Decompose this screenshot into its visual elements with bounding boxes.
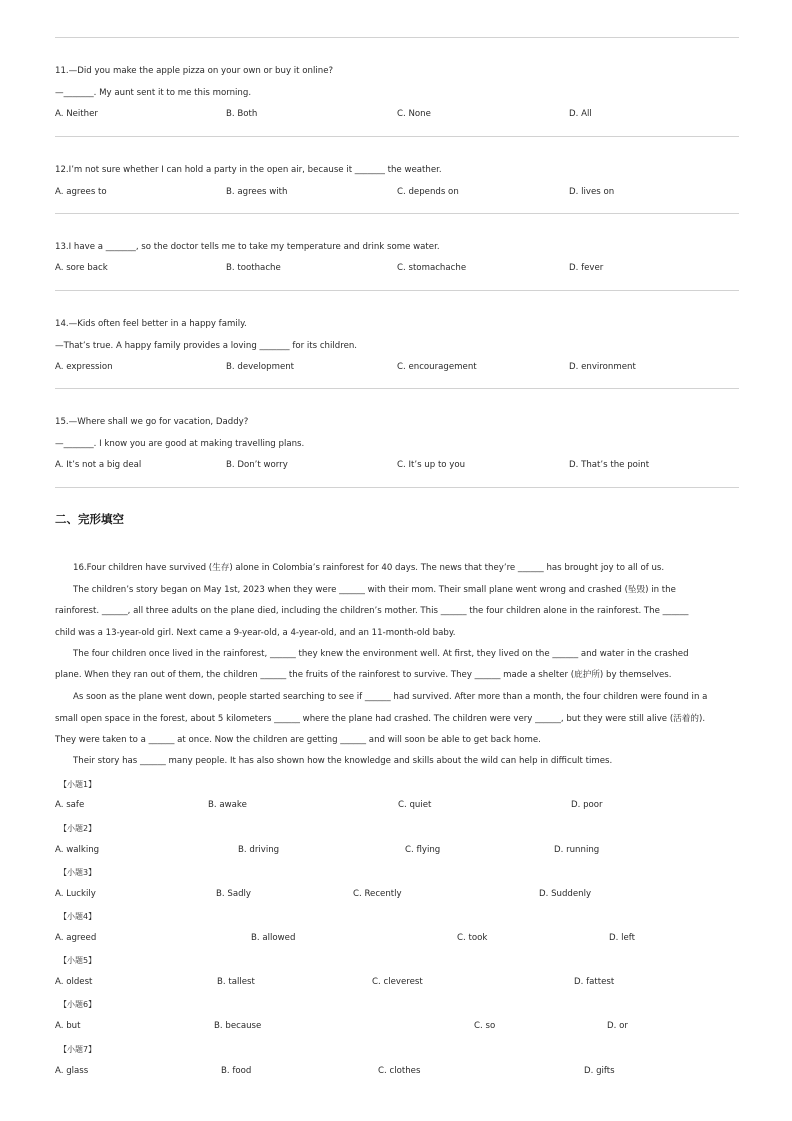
option-a[interactable]: A. agreed [55, 933, 97, 943]
passage-line: small open space in the forest, about 5 kilometers ______ where the plane had crashed. The children were very ______, but they were still alive (活着的). [55, 714, 706, 724]
option-b[interactable]: B. Sadly [216, 889, 252, 899]
question-stem: —_______. I know you are good at making travelling plans. [55, 439, 305, 449]
subquestion-label: 【小题3】 [59, 868, 97, 877]
question-stem: —_______. My aunt sent it to me this morning. [55, 88, 252, 98]
option-c[interactable]: C. so [474, 1021, 496, 1031]
option-b[interactable]: B. tallest [217, 977, 255, 987]
passage-line: Their story has ______ many people. It has also shown how the knowledge and skills about the wild can help in difficult times. [73, 756, 613, 766]
option-c[interactable]: C. flying [405, 845, 441, 855]
question-stem: 13.I have a _______, so the doctor tells me to take my temperature and drink some water. [55, 242, 440, 252]
subquestion-label: 【小题1】 [59, 780, 97, 789]
subquestion-label: 【小题2】 [59, 824, 97, 833]
divider [55, 213, 739, 214]
question-stem: —That’s true. A happy family provides a loving _______ for its children. [55, 341, 358, 351]
option-a[interactable]: A. It’s not a big deal [55, 460, 142, 470]
option-b[interactable]: B. Don’t worry [226, 460, 288, 470]
option-c[interactable]: C. stomachache [397, 263, 467, 273]
passage-line: plane. When they ran out of them, the children ______ the fruits of the rainforest to survive. They ______ made a shelter (庇护所) by themselves. [55, 670, 672, 680]
option-a[interactable]: A. glass [55, 1066, 89, 1076]
option-d[interactable]: D. All [569, 109, 592, 119]
passage-line: child was a 13-year-old girl. Next came a 9-year-old, a 4-year-old, and an 11-month-old baby. [55, 628, 456, 638]
question-stem: 14.—Kids often feel better in a happy family. [55, 319, 247, 329]
option-c[interactable]: C. encouragement [397, 362, 477, 372]
option-b[interactable]: B. toothache [226, 263, 281, 273]
option-a[interactable]: A. sore back [55, 263, 108, 273]
option-a[interactable]: A. oldest [55, 977, 93, 987]
option-d[interactable]: D. Suddenly [539, 889, 592, 899]
option-b[interactable]: B. allowed [251, 933, 296, 943]
option-d[interactable]: D. fever [569, 263, 604, 273]
subquestion-label: 【小题4】 [59, 912, 97, 921]
option-c[interactable]: C. None [397, 109, 431, 119]
divider [55, 136, 739, 137]
option-b[interactable]: B. food [221, 1066, 252, 1076]
option-c[interactable]: C. quiet [398, 800, 432, 810]
question-stem: 11.—Did you make the apple pizza on your own or buy it online? [55, 66, 334, 76]
option-b[interactable]: B. driving [238, 845, 280, 855]
option-d[interactable]: D. That’s the point [569, 460, 650, 470]
option-b[interactable]: B. awake [208, 800, 247, 810]
option-c[interactable]: C. clothes [378, 1066, 421, 1076]
option-a[interactable]: A. safe [55, 800, 85, 810]
option-d[interactable]: D. fattest [574, 977, 615, 987]
divider [55, 290, 739, 291]
option-b[interactable]: B. development [226, 362, 295, 372]
divider [55, 37, 739, 38]
option-c[interactable]: C. depends on [397, 187, 459, 197]
divider [55, 388, 739, 389]
option-b[interactable]: B. agrees with [226, 187, 288, 197]
option-d[interactable]: D. or [607, 1021, 628, 1031]
option-c[interactable]: C. It’s up to you [397, 460, 466, 470]
option-a[interactable]: A. agrees to [55, 187, 107, 197]
divider [55, 487, 739, 488]
passage-line: They were taken to a ______ at once. Now the children are getting ______ and will soon be able to get back home. [55, 735, 541, 745]
option-d[interactable]: D. left [609, 933, 635, 943]
option-a[interactable]: A. Neither [55, 109, 98, 119]
option-b[interactable]: B. because [214, 1021, 262, 1031]
question-stem: 15.—Where shall we go for vacation, Daddy? [55, 417, 249, 427]
passage-line: rainforest. ______, all three adults on the plane died, including the children’s mother. This ______ the four children alone in the rainforest. The ______ [55, 606, 689, 616]
option-a[interactable]: A. expression [55, 362, 113, 372]
option-c[interactable]: C. took [457, 933, 488, 943]
question-stem: 12.I’m not sure whether I can hold a party in the open air, because it _______ the weather. [55, 165, 442, 175]
option-d[interactable]: D. lives on [569, 187, 615, 197]
option-d[interactable]: D. running [554, 845, 600, 855]
option-d[interactable]: D. poor [571, 800, 603, 810]
passage-line: As soon as the plane went down, people started searching to see if ______ had survived. After more than a month, the four children were found in a [73, 692, 708, 702]
subquestion-label: 【小题6】 [59, 1000, 97, 1009]
subquestion-label: 【小题7】 [59, 1045, 97, 1054]
option-d[interactable]: D. environment [569, 362, 636, 372]
option-b[interactable]: B. Both [226, 109, 258, 119]
subquestion-label: 【小题5】 [59, 956, 97, 965]
option-c[interactable]: C. Recently [353, 889, 402, 899]
passage-line: The children’s story began on May 1st, 2023 when they were ______ with their mom. Their small plane went wrong and crashed (坠毁) in the [73, 585, 676, 595]
section-title: 二、完形填空 [55, 512, 124, 526]
passage-line: The four children once lived in the rainforest, ______ they knew the environment well. At first, they lived on the ______ and water in the crashed [73, 649, 689, 659]
option-a[interactable]: A. Luckily [55, 889, 96, 899]
option-a[interactable]: A. but [55, 1021, 81, 1031]
passage-line: 16.Four children have survived (生存) alone in Colombia’s rainforest for 40 days. The news that they’re ______ has brought joy to all of us. [73, 563, 665, 573]
option-a[interactable]: A. walking [55, 845, 100, 855]
option-c[interactable]: C. cleverest [372, 977, 423, 987]
option-d[interactable]: D. gifts [584, 1066, 615, 1076]
